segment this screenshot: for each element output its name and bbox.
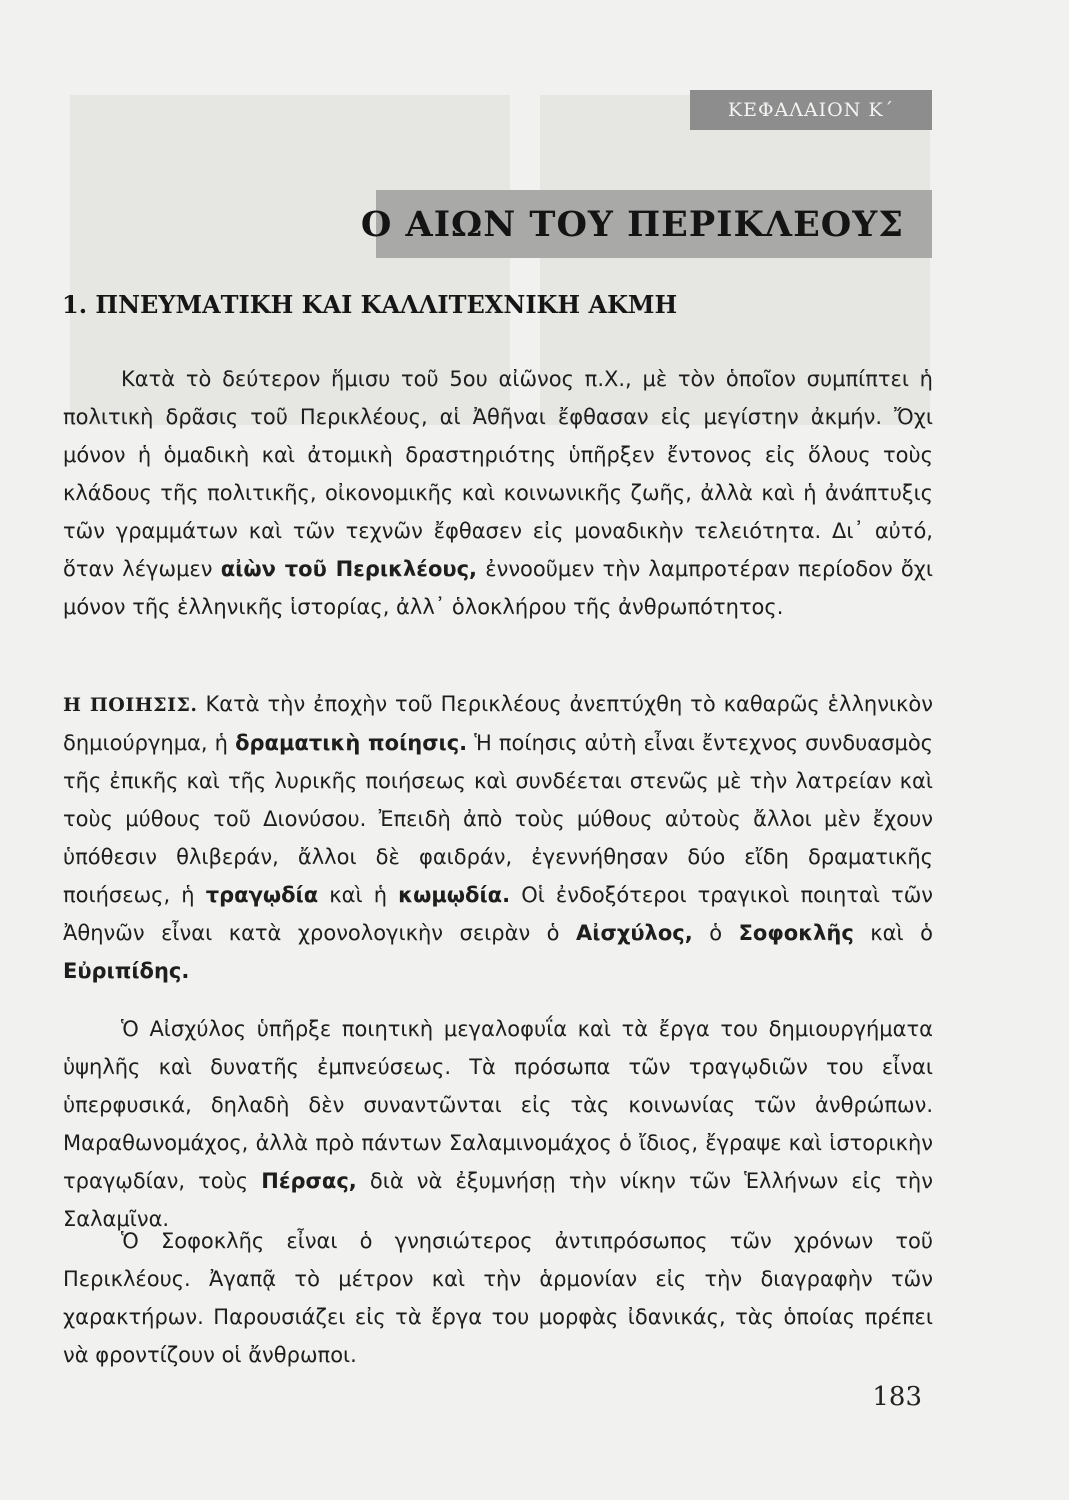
p2-emphasis-comedy: κωμῳδία. <box>398 883 511 907</box>
section-heading: 1. ΠΝΕΥΜΑΤΙΚΗ ΚΑΙ ΚΑΛΛΙΤΕΧΝΙΚΗ ΑΚΜΗ <box>62 290 678 319</box>
paragraph-1 <box>63 360 933 626</box>
paragraph-4 <box>63 1222 933 1374</box>
p2-heading: Η ΠΟΙΗΣΙΣ. <box>63 694 198 716</box>
page-number: 183 <box>872 1382 922 1412</box>
p2-emphasis-euripides: Εὐριπίδης. <box>63 959 190 983</box>
p2-emphasis-tragedy: τραγῳδία <box>205 883 319 907</box>
p2-text-d: Ἡ ποίησις αὐτὴ εἶναι ἔντεχνος συνδυασμὸς τῆς ἐπικῆς καὶ τῆς λυρικῆς ποιήσεως καὶ συνδέεται στενῶς μὲ τὴν λατρείαν καὶ τοὺς μύθους τοῦ Διονύσου. Ἐπειδὴ ἀπὸ τοὺς μύθους αὐτοὺς ἄλλοι μὲν ἔχουν ὑπόθεσιν θλιβεράν, ἄλλοι δὲ φαιδράν, ἐγεννήθησαν δύο εἴδη δραματικῆς ποιήσεως, ἡ <box>63 731 933 907</box>
p3-text-a: Ὁ Αἰσχύλος ὑπῆρξε ποιητικὴ μεγαλοφυΐα καὶ τὰ ἔργα του δημιουργήματα ὑψηλῆς καὶ δυνατῆς ἐμπνεύσεως. Τὰ πρόσωπα τῶν τραγῳδιῶν του εἶναι ὑπερφυσικά, δηλαδὴ δὲν συναντῶνται εἰς τὰς κοινωνίας τῶν ἀνθρώπων. Μαραθωνομάχος, ἀλλὰ πρὸ πάντων Σαλαμινομάχος ὁ ἴδιος, ἔγραψε καὶ ἱστορικὴν τραγῳδίαν, τοὺς <box>63 1017 933 1193</box>
p2-emphasis-drama: δραματικὴ ποίησις. <box>235 731 468 755</box>
p1-emphasis: αἰὼν τοῦ Περικλέους, <box>220 557 478 581</box>
p2-emphasis-aeschylus: Αἰσχύλος, <box>576 921 693 945</box>
chapter-title: Ο ΑΙΩΝ ΤΟΥ ΠΕΡΙΚΛΕΟΥΣ <box>360 204 904 245</box>
p2-text-j: ὁ <box>709 921 723 945</box>
p3-emphasis-persians: Πέρσας, <box>261 1169 357 1193</box>
p1-text-c: ἐννοοῦμεν τὴν λαμπροτέραν περίοδον ὄχι μόνον τῆς ἑλληνικῆς ἱστορίας, ἀλλ᾽ ὁλοκλήρου τῆς ἀνθρωπότητος. <box>63 557 933 619</box>
p2-text-f: καὶ ἡ <box>329 883 388 907</box>
p2-emphasis-sophocles: Σοφοκλῆς <box>738 921 854 945</box>
p3-text-c: διὰ νὰ ἐξυμνήσῃ τὴν νίκην τῶν Ἑλλήνων εἰς τὴν Σαλαμῖνα. <box>63 1169 933 1231</box>
p1-text-a: Κατὰ τὸ δεύτερον ἥμισυ τοῦ 5ου αἰῶνος π.Χ., μὲ τὸν ὁποῖον συμπίπτει ἡ πολιτικὴ δρᾶσις τοῦ Περικλέους, αἱ Ἀθῆναι ἔφθασαν εἰς μεγίστην ἀκμήν. Ὄχι μόνον ἡ ὁμαδικὴ καὶ ἀτομικὴ δραστηριότης ὑπῆρξεν ἔντονος εἰς ὅλους τοὺς κλάδους τῆς πολιτικῆς, οἰκονομικῆς καὶ κοινωνικῆς ζωῆς, ἀλλὰ καὶ ἡ ἀνάπτυξις τῶν γραμμάτων καὶ τῶν τεχνῶν ἔφθασεν εἰς μοναδικὴν τελειότητα. Δι᾽ αὐτό, ὅταν λέγωμεν <box>63 367 933 581</box>
p4-text-a: Ὁ Σοφοκλῆς εἶναι ὁ γνησιώτερος ἀντιπρόσωπος τῶν χρόνων τοῦ Περικλέους. Ἀγαπᾷ τὸ μέτρον καὶ τὴν ἁρμονίαν εἰς τὴν διαγραφὴν τῶν χαρακτήρων. Παρουσιάζει εἰς τὰ ἔργα του μορφὰς ἰδανικάς, τὰς ὁποίας πρέπει νὰ φροντίζουν οἱ ἄνθρωποι. <box>63 1229 933 1367</box>
chapter-title-band <box>360 190 932 258</box>
paragraph-3 <box>63 1010 933 1238</box>
p2-text-h: Οἱ ἐνδοξότεροι τραγικοὶ ποιηταὶ τῶν Ἀθηνῶν εἶναι κατὰ χρονολογικὴν σειρὰν ὁ <box>63 883 934 945</box>
p2-text-b: Κατὰ τὴν ἐποχὴν τοῦ Περικλέους ἀνεπτύχθη τὸ καθαρῶς ἑλληνικὸν δημιούργημα, ἡ <box>63 692 933 755</box>
chapter-label: ΚΕΦΑΛΑΙΟΝ Κ΄ <box>690 90 932 130</box>
p2-text-l: καὶ ὁ <box>870 921 933 945</box>
paragraph-2 <box>63 685 933 990</box>
